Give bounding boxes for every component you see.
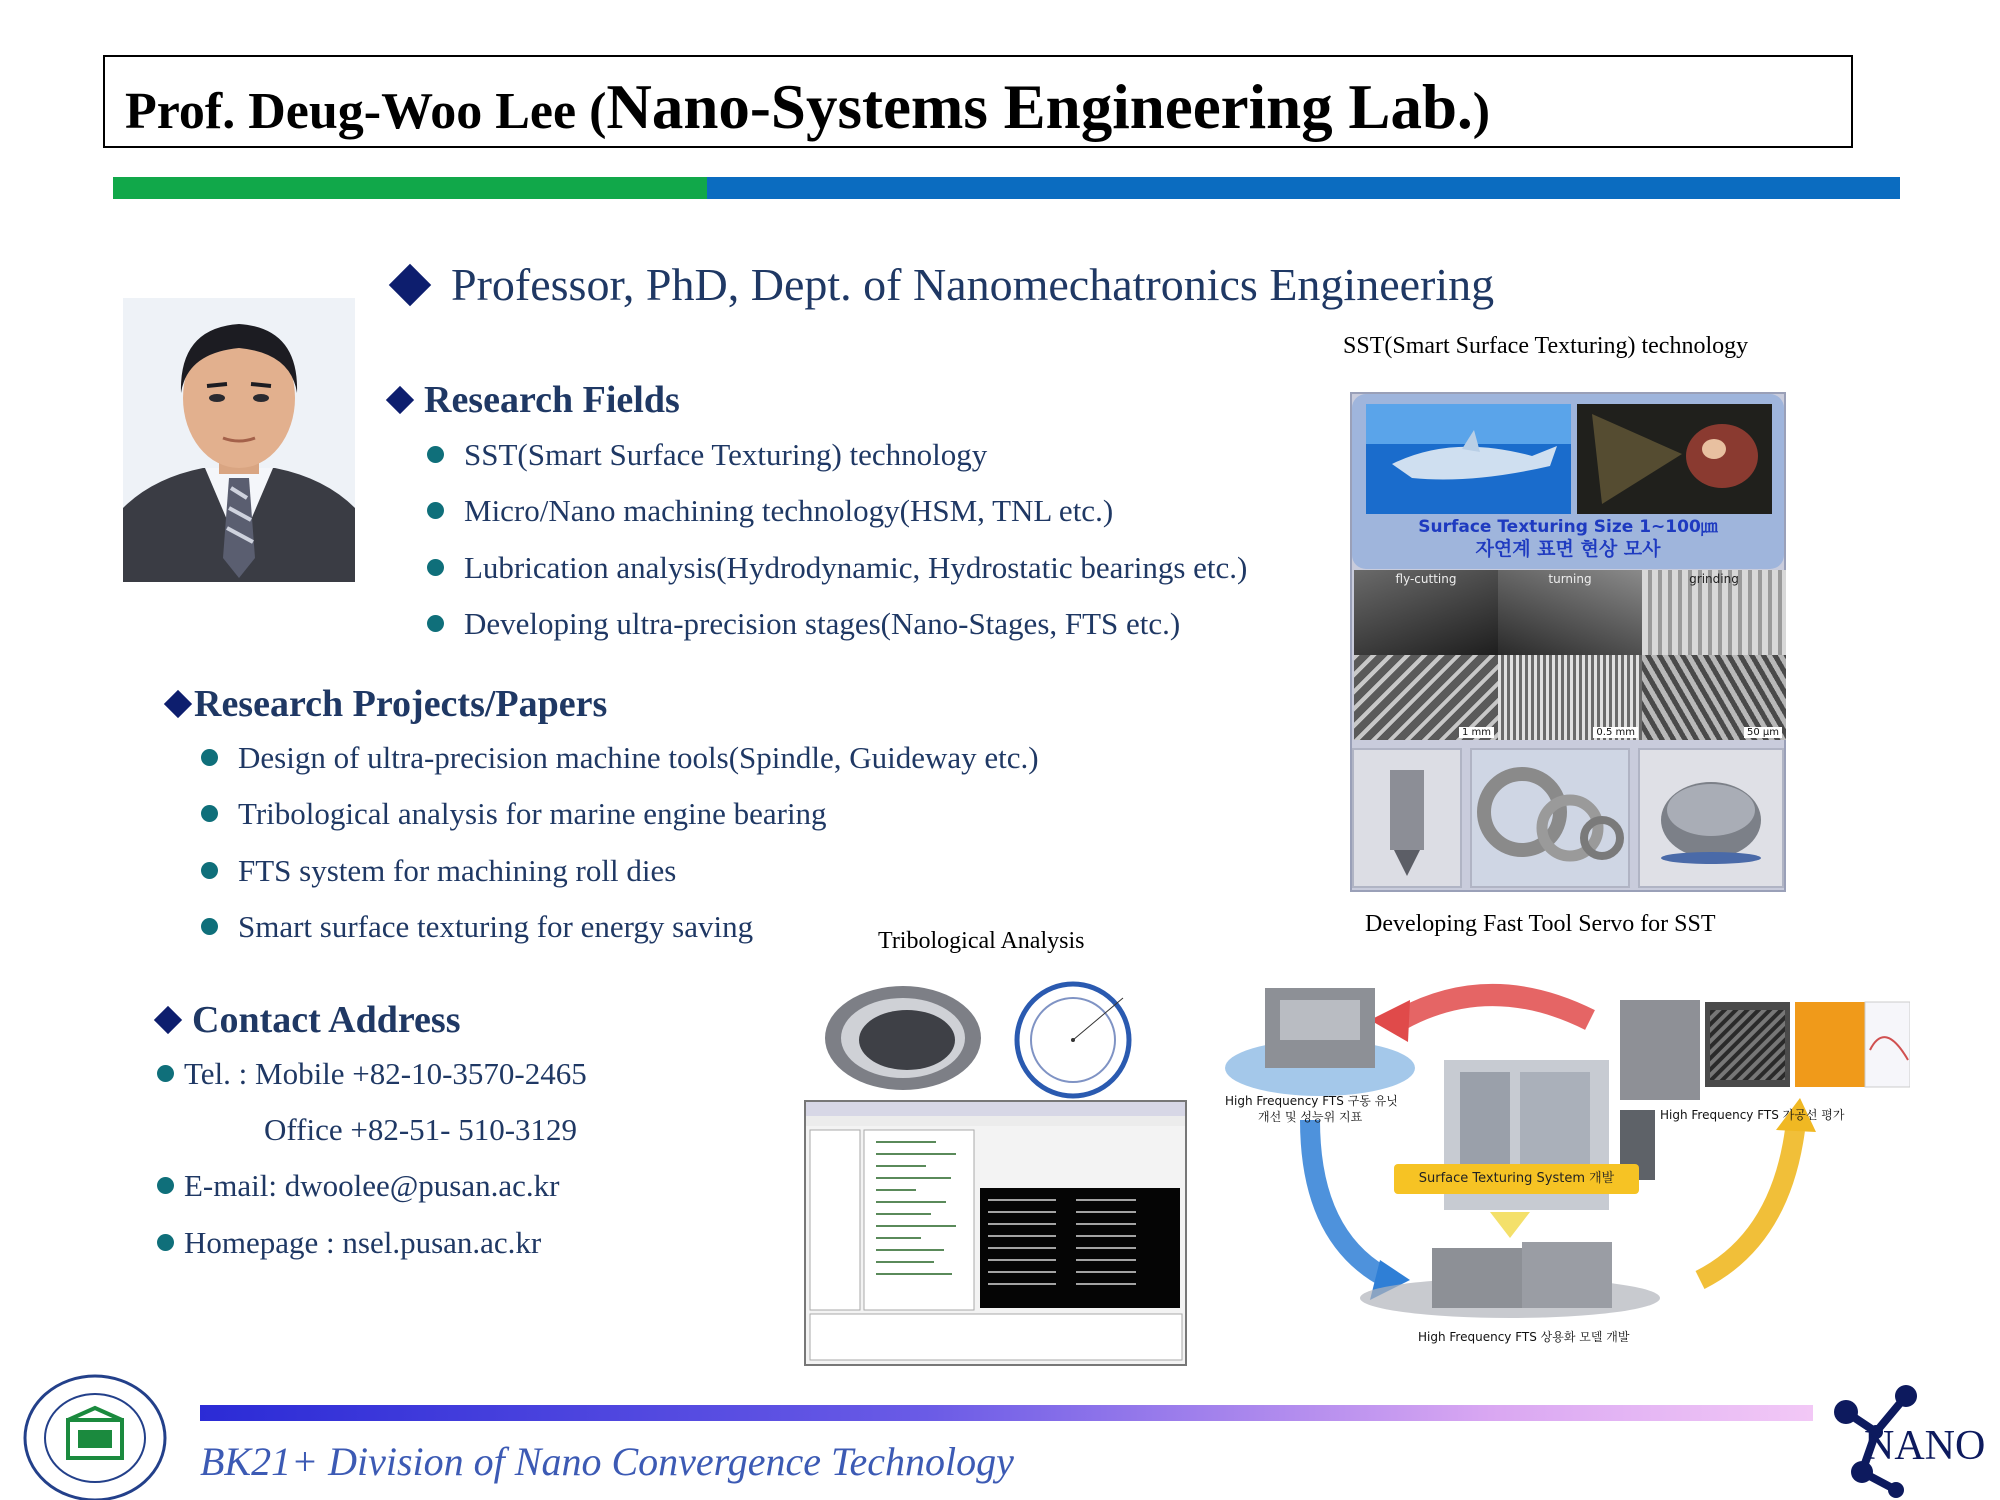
dot-bullet-icon (201, 862, 218, 879)
nano-logo-text: NANO (1864, 1423, 1986, 1469)
sst-method-grid (1354, 570, 1786, 740)
contact-office: Office +82-51- 510-3129 (264, 1112, 578, 1147)
dot-bullet-icon (157, 1177, 174, 1194)
page-title (125, 71, 1490, 144)
dot-bullet-icon (157, 1234, 174, 1251)
university-seal-logo (22, 1372, 168, 1500)
fts-label-left: High Frequency FTS 구동 유닛 (1225, 1094, 1398, 1108)
divider-green (113, 177, 707, 199)
scale-label: 50 μm (1744, 727, 1782, 738)
diamond-bullet-icon (386, 386, 414, 414)
method-label: fly-cutting (1395, 572, 1457, 586)
research-fields-heading: Research Fields (390, 378, 680, 422)
title-box (103, 55, 1853, 148)
method-image (1354, 570, 1498, 655)
bearing-image (1470, 748, 1630, 888)
diamond-bullet-icon (389, 264, 431, 306)
diamond-bullet-icon (154, 1006, 182, 1034)
sst-parts-row (1352, 748, 1784, 890)
dot-bullet-icon (427, 502, 444, 519)
title-close: ) (1472, 83, 1491, 140)
dot-bullet-icon (201, 805, 218, 822)
roll-image (1638, 748, 1784, 888)
trib-caption: Tribological Analysis (878, 928, 1085, 954)
research-field-item: Developing ultra-precision stages(Nano-Stages, FTS etc.) (427, 606, 1180, 642)
contact-email: E-mail: dwoolee@pusan.ac.kr (157, 1168, 559, 1204)
dot-bullet-icon (201, 749, 218, 766)
texture-image (1498, 655, 1642, 740)
scale-label: 0.5 mm (1593, 727, 1638, 738)
research-project-item: Design of ultra-precision machine tools(Spindle, Guideway etc.) (201, 740, 1039, 776)
sst-nature-panel (1352, 394, 1784, 569)
position-heading: Professor, PhD, Dept. of Nanomechatronics Engineering (395, 258, 1494, 311)
research-project-item: FTS system for machining roll dies (201, 853, 676, 889)
method-label: grinding (1689, 572, 1739, 586)
sst-figure (1350, 392, 1786, 892)
footer-gradient-bar (200, 1405, 1813, 1421)
title-name: Prof. Deug-Woo Lee ( (125, 83, 607, 140)
texture-image (1642, 655, 1786, 740)
tool-image (1352, 748, 1462, 888)
footer-text: BK21+ Division of Nano Convergence Technology (200, 1439, 1014, 1484)
portrait-photo (123, 298, 355, 582)
simulation-screenshot (804, 1100, 1187, 1366)
dot-bullet-icon (427, 559, 444, 576)
research-projects-heading: Research Projects/Papers (168, 682, 607, 726)
fts-label-bottom: High Frequency FTS 상용화 모델 개발 (1418, 1330, 1630, 1344)
bearing-sketch (823, 978, 1168, 1100)
fts-diagram (1220, 980, 1910, 1350)
dot-bullet-icon (201, 918, 218, 935)
research-field-item: Micro/Nano machining technology(HSM, TNL etc.) (427, 493, 1113, 529)
dot-bullet-icon (157, 1065, 174, 1082)
research-project-item: Smart surface texturing for energy saving (201, 909, 753, 945)
nano-logo (1826, 1382, 1996, 1498)
dot-bullet-icon (427, 446, 444, 463)
fts-caption: Developing Fast Tool Servo for SST (1365, 911, 1716, 937)
research-project-item: Tribological analysis for marine engine bearing (201, 796, 827, 832)
method-label: turning (1548, 572, 1592, 586)
fts-badge: Surface Texturing System 개발 (1394, 1164, 1639, 1194)
contact-homepage: Homepage : nsel.pusan.ac.kr (157, 1225, 541, 1261)
method-image (1498, 570, 1642, 655)
fts-label-right: High Frequency FTS 가공선 평가 (1660, 1108, 1845, 1122)
sst-size-text: Surface Texturing Size 1~100㎛ (1418, 517, 1718, 537)
sst-korean-text: 자연계 표면 현상 모사 (1475, 538, 1661, 560)
contact-tel: Tel. : Mobile +82-10-3570-2465 (157, 1056, 587, 1092)
title-lab: Nano-Systems Engineering Lab. (606, 72, 1473, 142)
method-image (1642, 570, 1786, 655)
research-field-item: Lubrication analysis(Hydrodynamic, Hydrostatic bearings etc.) (427, 550, 1247, 586)
dot-bullet-icon (427, 615, 444, 632)
scale-label: 1 mm (1459, 727, 1494, 738)
fts-label-left-2: 개선 및 성능위 지표 (1258, 1110, 1363, 1124)
research-field-item: SST(Smart Surface Texturing) technology (427, 437, 987, 473)
divider-blue (707, 177, 1900, 199)
contact-heading: Contact Address (158, 998, 461, 1042)
diamond-bullet-icon (164, 690, 192, 718)
texture-image (1354, 655, 1498, 740)
sst-caption: SST(Smart Surface Texturing) technology (1343, 333, 1749, 359)
